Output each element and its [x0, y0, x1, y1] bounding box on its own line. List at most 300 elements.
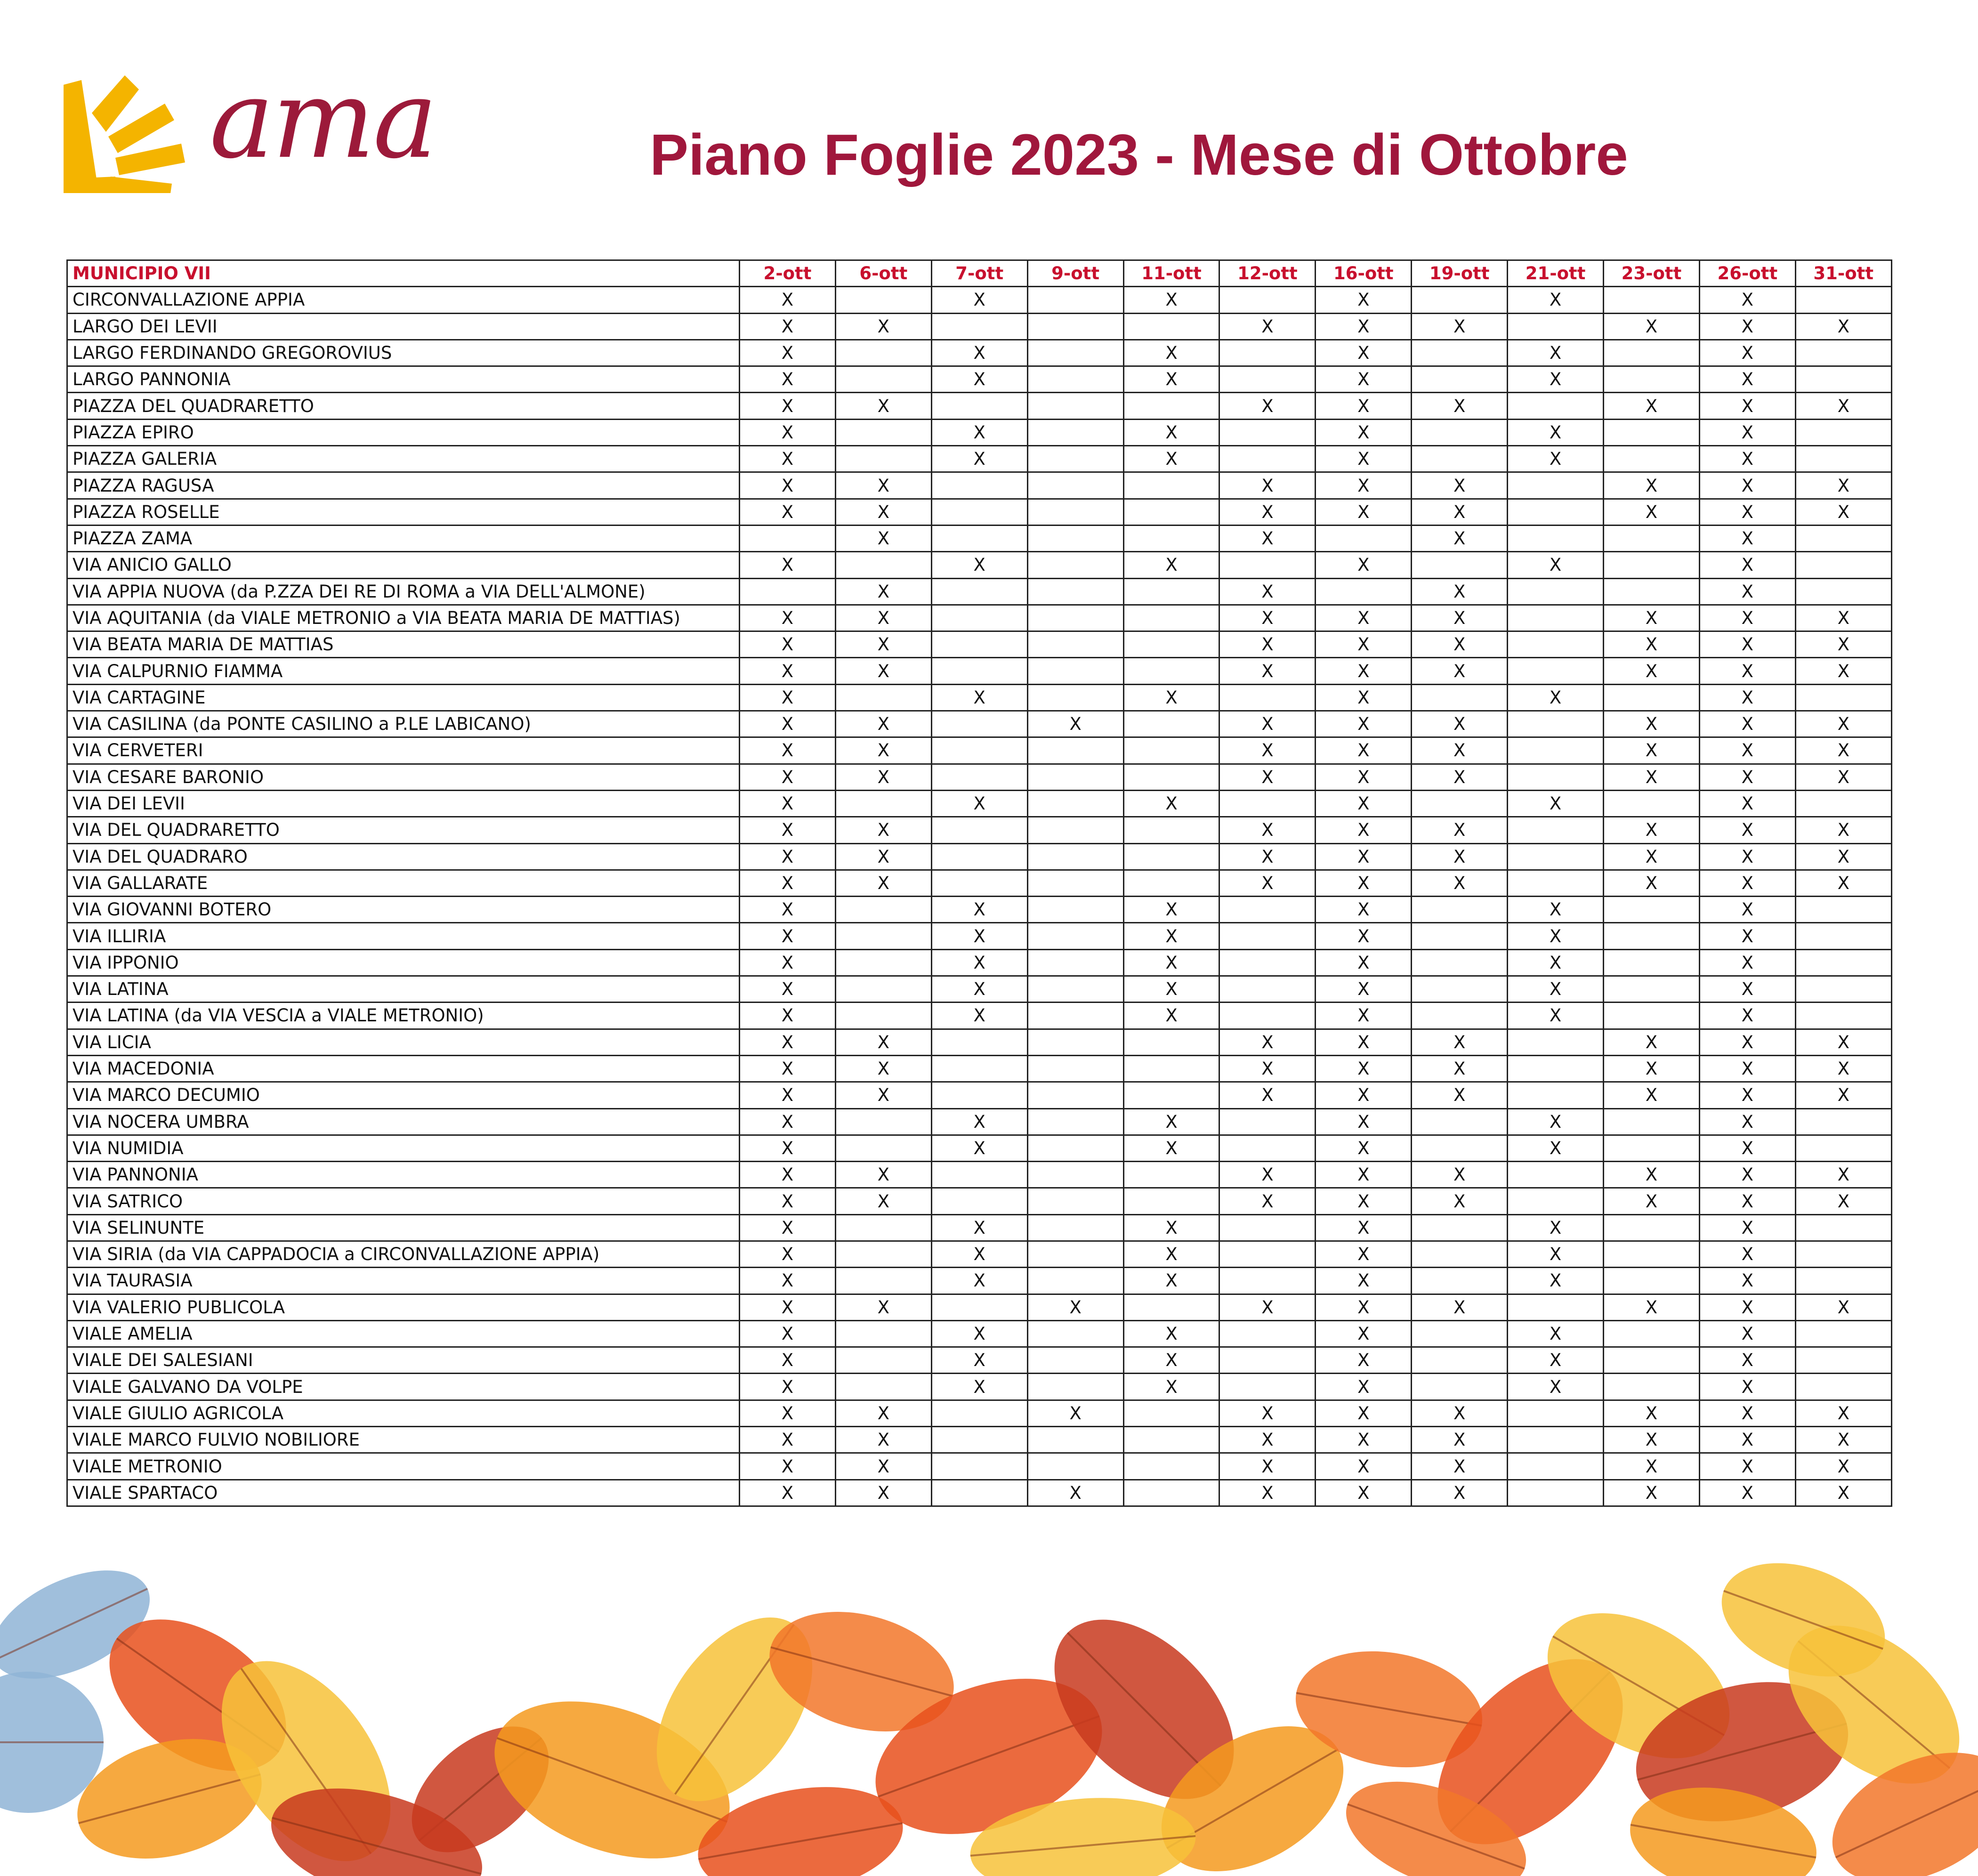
- schedule-mark: X: [1699, 764, 1795, 790]
- schedule-mark: X: [931, 1241, 1027, 1267]
- schedule-mark: X: [1508, 1347, 1604, 1374]
- schedule-mark: [1123, 737, 1219, 764]
- schedule-mark: [1604, 525, 1700, 551]
- schedule-mark: X: [1412, 658, 1508, 684]
- schedule-mark: X: [1508, 366, 1604, 393]
- schedule-mark: [1219, 419, 1316, 445]
- schedule-mark: X: [1699, 446, 1795, 472]
- schedule-mark: [1027, 419, 1123, 445]
- schedule-mark: X: [1604, 1427, 1700, 1453]
- schedule-mark: X: [740, 1108, 836, 1135]
- schedule-mark: X: [1316, 1188, 1412, 1214]
- schedule-mark: X: [1699, 1320, 1795, 1347]
- schedule-mark: [1027, 737, 1123, 764]
- schedule-mark: X: [1699, 419, 1795, 445]
- schedule-mark: X: [1316, 1135, 1412, 1161]
- table-row: [67, 1214, 1892, 1241]
- schedule-mark: [1027, 1082, 1123, 1108]
- schedule-mark: [931, 393, 1027, 419]
- table-row: [67, 631, 1892, 658]
- schedule-mark: X: [1604, 1055, 1700, 1082]
- table-row: [67, 1374, 1892, 1400]
- schedule-mark: [1508, 1294, 1604, 1320]
- schedule-mark: [1027, 1347, 1123, 1374]
- schedule-mark: X: [740, 1400, 836, 1426]
- schedule-mark: X: [1316, 552, 1412, 578]
- schedule-mark: [1027, 1029, 1123, 1055]
- schedule-mark: [1123, 1162, 1219, 1188]
- schedule-mark: [1604, 684, 1700, 711]
- street-name: VIALE SPARTACO: [67, 1480, 740, 1506]
- street-name: VIA MACEDONIA: [67, 1055, 740, 1082]
- schedule-mark: X: [1219, 578, 1316, 605]
- table-row: [67, 817, 1892, 843]
- schedule-mark: [1795, 976, 1891, 1003]
- schedule-mark: X: [1412, 1294, 1508, 1320]
- schedule-mark: X: [1604, 870, 1700, 896]
- schedule-mark: X: [1699, 340, 1795, 366]
- schedule-mark: [1795, 1374, 1891, 1400]
- schedule-mark: [1604, 1214, 1700, 1241]
- schedule-mark: X: [1795, 1400, 1891, 1426]
- schedule-mark: [1027, 1108, 1123, 1135]
- municipio-header: MUNICIPIO VII: [67, 260, 740, 287]
- schedule-mark: [1604, 340, 1700, 366]
- schedule-mark: X: [931, 684, 1027, 711]
- schedule-mark: X: [1219, 313, 1316, 340]
- schedule-mark: X: [1316, 1453, 1412, 1480]
- schedule-mark: [1508, 1055, 1604, 1082]
- schedule-mark: X: [1699, 923, 1795, 949]
- street-name: LARGO FERDINANDO GREGOROVIUS: [67, 340, 740, 366]
- schedule-mark: X: [1219, 605, 1316, 631]
- schedule-mark: [835, 1268, 931, 1294]
- schedule-mark: [1027, 499, 1123, 525]
- schedule-mark: [1027, 1214, 1123, 1241]
- schedule-mark: [1219, 1108, 1316, 1135]
- schedule-mark: [1412, 684, 1508, 711]
- schedule-mark: [1412, 1268, 1508, 1294]
- schedule-mark: X: [1123, 923, 1219, 949]
- table-row: [67, 340, 1892, 366]
- schedule-mark: [1508, 313, 1604, 340]
- schedule-mark: X: [1123, 1003, 1219, 1029]
- schedule-mark: X: [1604, 499, 1700, 525]
- schedule-mark: X: [835, 817, 931, 843]
- schedule-mark: X: [1027, 1480, 1123, 1506]
- table-row: [67, 737, 1892, 764]
- schedule-mark: [835, 1347, 931, 1374]
- table-row: [67, 1480, 1892, 1506]
- schedule-mark: X: [1123, 1347, 1219, 1374]
- table-row: [67, 1082, 1892, 1108]
- schedule-mark: X: [1699, 949, 1795, 976]
- schedule-mark: X: [1316, 870, 1412, 896]
- date-header: 9-ott: [1027, 260, 1123, 287]
- schedule-mark: [1604, 949, 1700, 976]
- schedule-mark: X: [1604, 764, 1700, 790]
- schedule-mark: X: [835, 1480, 931, 1506]
- date-header: 11-ott: [1123, 260, 1219, 287]
- schedule-mark: [835, 684, 931, 711]
- schedule-mark: X: [835, 525, 931, 551]
- schedule-mark: [1027, 1188, 1123, 1214]
- schedule-mark: X: [1795, 1055, 1891, 1082]
- schedule-mark: X: [1699, 711, 1795, 737]
- schedule-mark: [835, 1108, 931, 1135]
- leaf-collection-schedule-table: [66, 259, 1892, 1507]
- schedule-mark: [1604, 1135, 1700, 1161]
- table-row: [67, 764, 1892, 790]
- schedule-mark: [1219, 1268, 1316, 1294]
- street-name: PIAZZA GALERIA: [67, 446, 740, 472]
- schedule-mark: X: [1316, 366, 1412, 393]
- schedule-mark: [1795, 790, 1891, 817]
- schedule-mark: X: [931, 923, 1027, 949]
- schedule-mark: [1027, 605, 1123, 631]
- schedule-mark: [1604, 366, 1700, 393]
- schedule-mark: X: [1508, 1241, 1604, 1267]
- schedule-mark: X: [1604, 1029, 1700, 1055]
- schedule-mark: X: [1219, 1029, 1316, 1055]
- schedule-mark: [1795, 552, 1891, 578]
- street-name: VIA SATRICO: [67, 1188, 740, 1214]
- schedule-mark: [1027, 552, 1123, 578]
- schedule-mark: [1795, 419, 1891, 445]
- schedule-mark: X: [740, 976, 836, 1003]
- schedule-mark: X: [740, 1055, 836, 1082]
- schedule-mark: X: [1699, 366, 1795, 393]
- schedule-mark: [1027, 313, 1123, 340]
- schedule-mark: X: [1412, 1453, 1508, 1480]
- schedule-mark: X: [1412, 1162, 1508, 1188]
- schedule-mark: X: [1508, 976, 1604, 1003]
- schedule-mark: X: [1795, 1453, 1891, 1480]
- schedule-mark: X: [931, 552, 1027, 578]
- schedule-mark: X: [740, 949, 836, 976]
- schedule-mark: [1604, 1108, 1700, 1135]
- schedule-mark: X: [1316, 499, 1412, 525]
- schedule-mark: X: [835, 1029, 931, 1055]
- street-name: VIA NOCERA UMBRA: [67, 1108, 740, 1135]
- schedule-mark: [1123, 817, 1219, 843]
- schedule-mark: X: [835, 472, 931, 499]
- schedule-mark: X: [740, 1214, 836, 1241]
- schedule-mark: [1123, 313, 1219, 340]
- schedule-mark: X: [1219, 393, 1316, 419]
- date-header: 7-ott: [931, 260, 1027, 287]
- street-name: VIA GALLARATE: [67, 870, 740, 896]
- schedule-mark: [1027, 817, 1123, 843]
- schedule-mark: [835, 287, 931, 313]
- schedule-mark: X: [1316, 897, 1412, 923]
- schedule-mark: [1027, 658, 1123, 684]
- schedule-mark: X: [1795, 1427, 1891, 1453]
- schedule-mark: [1412, 1108, 1508, 1135]
- schedule-mark: [835, 897, 931, 923]
- schedule-mark: X: [1699, 843, 1795, 870]
- schedule-mark: X: [1219, 843, 1316, 870]
- schedule-mark: X: [740, 711, 836, 737]
- schedule-mark: X: [1123, 287, 1219, 313]
- schedule-mark: [931, 578, 1027, 605]
- street-name: VIA TAURASIA: [67, 1268, 740, 1294]
- schedule-mark: [1027, 897, 1123, 923]
- street-name: VIA CALPURNIO FIAMMA: [67, 658, 740, 684]
- schedule-mark: [1027, 1003, 1123, 1029]
- schedule-mark: X: [1219, 1188, 1316, 1214]
- schedule-mark: X: [740, 1162, 836, 1188]
- schedule-mark: X: [740, 631, 836, 658]
- schedule-mark: [1604, 790, 1700, 817]
- date-header: 31-ott: [1795, 260, 1891, 287]
- schedule-mark: [1508, 1029, 1604, 1055]
- schedule-mark: [1219, 340, 1316, 366]
- table-row: [67, 1108, 1892, 1135]
- schedule-mark: X: [1412, 711, 1508, 737]
- schedule-mark: [740, 578, 836, 605]
- schedule-mark: X: [1123, 552, 1219, 578]
- schedule-mark: [1795, 923, 1891, 949]
- schedule-mark: [1027, 923, 1123, 949]
- schedule-mark: X: [1412, 393, 1508, 419]
- schedule-mark: X: [1699, 976, 1795, 1003]
- sun-hand-icon: [64, 71, 205, 193]
- schedule-mark: X: [1795, 711, 1891, 737]
- schedule-mark: X: [1795, 631, 1891, 658]
- schedule-mark: X: [1699, 817, 1795, 843]
- schedule-mark: [1027, 949, 1123, 976]
- table-row: [67, 1427, 1892, 1453]
- schedule-mark: [835, 340, 931, 366]
- schedule-mark: [1027, 1374, 1123, 1400]
- schedule-mark: X: [1412, 1082, 1508, 1108]
- schedule-mark: X: [931, 1135, 1027, 1161]
- schedule-mark: [1508, 472, 1604, 499]
- schedule-mark: X: [1316, 340, 1412, 366]
- schedule-mark: X: [1123, 949, 1219, 976]
- schedule-mark: X: [1316, 817, 1412, 843]
- schedule-mark: X: [1604, 313, 1700, 340]
- schedule-mark: [931, 499, 1027, 525]
- schedule-mark: [1219, 287, 1316, 313]
- schedule-mark: [1604, 923, 1700, 949]
- street-name: VIALE DEI SALESIANI: [67, 1347, 740, 1374]
- schedule-mark: X: [1412, 817, 1508, 843]
- schedule-mark: X: [740, 1135, 836, 1161]
- date-header: 12-ott: [1219, 260, 1316, 287]
- schedule-mark: [931, 525, 1027, 551]
- schedule-mark: X: [1027, 1294, 1123, 1320]
- schedule-mark: X: [1123, 419, 1219, 445]
- schedule-mark: X: [1027, 1400, 1123, 1426]
- schedule-mark: [1795, 1347, 1891, 1374]
- schedule-mark: [1508, 1480, 1604, 1506]
- schedule-mark: [1508, 1188, 1604, 1214]
- schedule-mark: [931, 658, 1027, 684]
- schedule-mark: X: [1699, 1268, 1795, 1294]
- schedule-mark: [1027, 1320, 1123, 1347]
- schedule-mark: X: [740, 1029, 836, 1055]
- schedule-mark: [1795, 897, 1891, 923]
- schedule-mark: [1508, 578, 1604, 605]
- schedule-mark: [1123, 1453, 1219, 1480]
- schedule-mark: [1508, 1162, 1604, 1188]
- schedule-mark: X: [740, 1003, 836, 1029]
- schedule-mark: [835, 552, 931, 578]
- schedule-mark: [1604, 1003, 1700, 1029]
- schedule-mark: X: [1316, 1241, 1412, 1267]
- schedule-mark: [1508, 764, 1604, 790]
- schedule-mark: [1412, 419, 1508, 445]
- schedule-mark: X: [740, 684, 836, 711]
- schedule-mark: X: [1412, 737, 1508, 764]
- schedule-mark: X: [1795, 1029, 1891, 1055]
- schedule-mark: X: [1699, 1374, 1795, 1400]
- schedule-mark: [835, 1320, 931, 1347]
- schedule-mark: [1604, 287, 1700, 313]
- schedule-mark: X: [931, 1374, 1027, 1400]
- schedule-mark: X: [1316, 843, 1412, 870]
- table-row: [67, 1347, 1892, 1374]
- table-row: [67, 1162, 1892, 1188]
- schedule-mark: X: [1604, 1294, 1700, 1320]
- schedule-mark: [1027, 393, 1123, 419]
- schedule-mark: [1027, 1241, 1123, 1267]
- schedule-mark: [1795, 684, 1891, 711]
- schedule-mark: [1219, 684, 1316, 711]
- schedule-mark: [931, 1188, 1027, 1214]
- schedule-mark: [931, 605, 1027, 631]
- schedule-mark: [1219, 923, 1316, 949]
- schedule-mark: X: [1699, 1347, 1795, 1374]
- schedule-mark: X: [1316, 923, 1412, 949]
- schedule-mark: [1795, 1241, 1891, 1267]
- schedule-mark: [1027, 287, 1123, 313]
- schedule-mark: [1508, 658, 1604, 684]
- schedule-mark: X: [931, 446, 1027, 472]
- schedule-mark: X: [1219, 737, 1316, 764]
- schedule-mark: X: [1795, 1188, 1891, 1214]
- street-name: VIA NUMIDIA: [67, 1135, 740, 1161]
- street-name: VIA CARTAGINE: [67, 684, 740, 711]
- schedule-mark: X: [1604, 472, 1700, 499]
- schedule-mark: [1795, 1214, 1891, 1241]
- schedule-mark: [1508, 1400, 1604, 1426]
- schedule-mark: X: [1219, 817, 1316, 843]
- schedule-mark: X: [1412, 1055, 1508, 1082]
- table-row: [67, 525, 1892, 551]
- schedule-mark: [931, 1427, 1027, 1453]
- schedule-mark: X: [1316, 737, 1412, 764]
- street-name: VIA DEL QUADRARETTO: [67, 817, 740, 843]
- schedule-mark: [835, 1003, 931, 1029]
- schedule-mark: X: [1412, 1400, 1508, 1426]
- schedule-mark: X: [835, 764, 931, 790]
- street-name: VIA PANNONIA: [67, 1162, 740, 1188]
- schedule-mark: X: [1316, 419, 1412, 445]
- schedule-mark: [835, 419, 931, 445]
- schedule-mark: [1795, 446, 1891, 472]
- date-header: 21-ott: [1508, 260, 1604, 287]
- schedule-mark: X: [1699, 1400, 1795, 1426]
- schedule-mark: [1412, 1214, 1508, 1241]
- schedule-mark: [931, 313, 1027, 340]
- schedule-mark: [1027, 1453, 1123, 1480]
- schedule-mark: X: [740, 1480, 836, 1506]
- schedule-mark: X: [740, 552, 836, 578]
- schedule-mark: X: [1123, 684, 1219, 711]
- schedule-mark: X: [1123, 1374, 1219, 1400]
- schedule-mark: [1604, 976, 1700, 1003]
- schedule-mark: [1027, 340, 1123, 366]
- schedule-mark: X: [1412, 1480, 1508, 1506]
- schedule-mark: X: [1508, 1268, 1604, 1294]
- schedule-mark: X: [1316, 658, 1412, 684]
- street-name: VIA APPIA NUOVA (da P.ZZA DEI RE DI ROMA a VIA DELL'ALMONE): [67, 578, 740, 605]
- schedule-mark: X: [1316, 976, 1412, 1003]
- schedule-mark: X: [1219, 631, 1316, 658]
- schedule-mark: [1027, 631, 1123, 658]
- schedule-mark: X: [1123, 897, 1219, 923]
- schedule-mark: [1316, 578, 1412, 605]
- street-name: VIA VALERIO PUBLICOLA: [67, 1294, 740, 1320]
- schedule-mark: X: [1795, 499, 1891, 525]
- schedule-mark: X: [1699, 737, 1795, 764]
- schedule-mark: X: [1123, 446, 1219, 472]
- schedule-mark: X: [1604, 658, 1700, 684]
- schedule-mark: [1123, 1055, 1219, 1082]
- schedule-mark: X: [1508, 949, 1604, 976]
- schedule-mark: X: [835, 711, 931, 737]
- schedule-mark: X: [835, 313, 931, 340]
- schedule-mark: X: [1316, 1320, 1412, 1347]
- schedule-mark: X: [1412, 525, 1508, 551]
- schedule-mark: [1027, 1427, 1123, 1453]
- schedule-mark: [1795, 1108, 1891, 1135]
- street-name: VIALE GALVANO DA VOLPE: [67, 1374, 740, 1400]
- table-row: [67, 313, 1892, 340]
- schedule-mark: X: [1219, 1453, 1316, 1480]
- schedule-mark: X: [931, 897, 1027, 923]
- schedule-mark: [1508, 499, 1604, 525]
- schedule-mark: X: [1316, 313, 1412, 340]
- schedule-mark: X: [1316, 711, 1412, 737]
- schedule-mark: X: [1699, 1135, 1795, 1161]
- schedule-mark: [835, 790, 931, 817]
- schedule-mark: [1219, 1003, 1316, 1029]
- table-row: [67, 366, 1892, 393]
- schedule-mark: [931, 1453, 1027, 1480]
- schedule-mark: [1412, 1003, 1508, 1029]
- schedule-mark: X: [740, 1082, 836, 1108]
- street-name: VIA AQUITANIA (da VIALE METRONIO a VIA BEATA MARIA DE MATTIAS): [67, 605, 740, 631]
- schedule-mark: X: [1219, 1162, 1316, 1188]
- schedule-mark: X: [740, 472, 836, 499]
- schedule-mark: [1508, 631, 1604, 658]
- street-name: VIA BEATA MARIA DE MATTIAS: [67, 631, 740, 658]
- schedule-mark: X: [1316, 790, 1412, 817]
- schedule-mark: [1316, 525, 1412, 551]
- schedule-mark: [931, 817, 1027, 843]
- table-row: [67, 923, 1892, 949]
- schedule-mark: X: [1123, 1241, 1219, 1267]
- street-name: LARGO DEI LEVII: [67, 313, 740, 340]
- schedule-mark: X: [1795, 1082, 1891, 1108]
- schedule-mark: X: [1604, 1082, 1700, 1108]
- schedule-mark: [931, 1055, 1027, 1082]
- street-name: VIA SIRIA (da VIA CAPPADOCIA a CIRCONVALLAZIONE APPIA): [67, 1241, 740, 1267]
